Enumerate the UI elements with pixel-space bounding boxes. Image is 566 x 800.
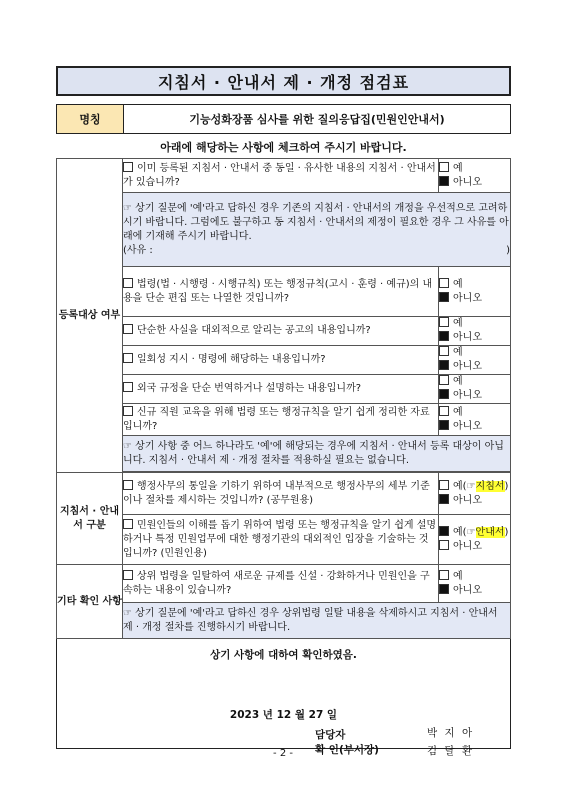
name-row (56, 104, 511, 134)
question-text: 행정사무의 통일을 기하기 위하여 내부적으로 행정사무의 세부 기준이나 절차를 제시하는 것입니까? (공무원용) (123, 473, 439, 515)
staff-name: 박 지 아 (427, 727, 475, 739)
page-number: - 2 - (273, 748, 293, 759)
table-row (57, 159, 511, 193)
checkbox-icon (439, 375, 449, 385)
note-box: ☞ 상기 사항 중 어느 하나라도 '예'에 해당되는 경우에 지침서 · 안내서 등록 대상이 아닙니다. 지침서 · 안내서 제 · 개정 절차를 적용하실 필요는 없습니다. (123, 436, 511, 472)
question-text: 외국 규정을 단순 번역하거나 설명하는 내용입니까? (123, 375, 439, 404)
answer-cell (439, 267, 511, 317)
role-manager: 확 인(부서장) (315, 744, 379, 756)
answer-yes[interactable]: 예 (439, 278, 510, 292)
table-row (57, 267, 511, 317)
checkbox-icon (123, 382, 133, 392)
answer-yes[interactable]: 예 (439, 162, 510, 176)
checkbox-icon (439, 540, 449, 550)
checkbox-icon (439, 162, 449, 172)
checkbox-icon (439, 360, 449, 370)
answer-no[interactable]: 아니오 (439, 494, 510, 508)
note-box: ☞ 상기 질문에 '예'라고 답하신 경우 상위법령 일탈 내용을 삭제하시고 지침서 · 안내서 제 · 개정 절차를 진행하시기 바랍니다. (123, 603, 511, 639)
answer-no[interactable]: 아니오 (439, 584, 510, 598)
answer-no[interactable]: 아니오 (439, 176, 510, 190)
table-row (57, 473, 511, 515)
confirmation-footer (56, 639, 511, 757)
answer-no[interactable]: 아니오 (439, 389, 510, 403)
checkbox-icon (123, 570, 133, 580)
answer-cell (439, 515, 511, 565)
manager-name: 김 달 환 (427, 745, 475, 757)
checkbox-icon (439, 389, 449, 399)
checkbox-icon (123, 480, 133, 490)
answer-yes[interactable]: 예 (439, 317, 510, 331)
answer-yes[interactable]: 예 (439, 570, 510, 584)
answer-cell (439, 404, 511, 436)
answer-yes[interactable]: 예 (439, 406, 510, 420)
answer-cell (439, 346, 511, 375)
checkbox-icon (439, 331, 449, 341)
question-text: 이미 등록된 지침서 · 안내서 중 동일 · 유사한 내용의 지침서 · 안내서가 있습니까? (123, 159, 439, 193)
instruction-text: 아래에 해당하는 사항에 체크하여 주시기 바랍니다. (160, 141, 407, 154)
confirmation-text: 상기 사항에 대하여 확인하였음. (210, 649, 357, 661)
page-title: 지침서 · 안내서 제 · 개정 점검표 (56, 66, 511, 96)
section-label-registration: 등록대상 여부 (57, 159, 123, 473)
question-text: 일회성 지시 · 명령에 해당하는 내용입니까? (123, 346, 439, 375)
answer-cell (439, 317, 511, 346)
answer-cell (439, 159, 511, 193)
answer-yes[interactable]: 예(☞지침서) (439, 480, 510, 494)
answer-cell (439, 565, 511, 603)
checkbox-icon (123, 353, 133, 363)
section-label-classification: 지침서 · 안내서 구분 (57, 473, 123, 565)
checkbox-icon (439, 278, 449, 288)
checkbox-icon (123, 406, 133, 416)
table-row (57, 193, 511, 267)
answer-no[interactable]: 아니오 (439, 331, 510, 345)
answer-no[interactable]: 아니오 (439, 360, 510, 374)
table-row (57, 346, 511, 375)
question-text: 민원인들의 이해를 돕기 위하여 법령 또는 행정규칙을 알기 쉽게 설명하거나 특정 민원업무에 대한 행정기관의 대외적인 입장을 기술하는 것입니까? (민원인용) (123, 515, 439, 565)
note-box: ☞ 상기 질문에 '예'라고 답하신 경우 기존의 지침서 · 안내서의 개정을 우선적으로 고려하시기 바랍니다. 그럼에도 불구하고 동 지침서 · 안내서의 제정이 필요한 경우 그 사유를 아래에 기재해 주시기 바랍니다. (사유 : ) (123, 193, 511, 267)
checkbox-icon (439, 176, 449, 186)
role-staff: 담당자 (315, 729, 346, 741)
checkbox-icon (439, 317, 449, 327)
answer-cell (439, 473, 511, 515)
section-label-other: 기타 확인 사항 (57, 565, 123, 639)
confirmation-date: 2023 년 12 월 27 일 (229, 709, 338, 721)
answer-yes[interactable]: 예(☞안내서) (439, 526, 510, 540)
table-row (57, 436, 511, 472)
pointing-hand-icon: ☞ (123, 607, 132, 619)
table-row (57, 515, 511, 565)
checklist-table (56, 158, 511, 639)
question-text: 법령(법 · 시행령 · 시행규칙) 또는 행정규칙(고시 · 훈령 · 예규)의 내용을 단순 편집 또는 나열한 것입니까? (123, 267, 439, 317)
answer-yes[interactable]: 예 (439, 375, 510, 389)
checkbox-icon (439, 292, 449, 302)
checkbox-icon (439, 494, 449, 504)
name-label: 명칭 (57, 105, 124, 133)
checkbox-icon (439, 406, 449, 416)
name-value: 기능성화장품 심사를 위한 질의응답집(민원인안내서) (189, 113, 445, 126)
pointing-hand-icon: ☞ (123, 440, 132, 452)
checkbox-icon (123, 519, 133, 529)
checkbox-icon (123, 278, 133, 288)
table-row (57, 404, 511, 436)
checkbox-icon (439, 526, 449, 536)
checklist-page (56, 66, 511, 757)
question-text: 상위 법령을 일탈하여 새로운 규제를 신설 · 강화하거나 민원인을 구속하는 내용이 있습니까? (123, 565, 439, 603)
checkbox-icon (123, 162, 133, 172)
table-row (57, 565, 511, 603)
answer-cell (439, 375, 511, 404)
checkbox-icon (439, 480, 449, 490)
answer-no[interactable]: 아니오 (439, 540, 510, 554)
checkbox-icon (439, 570, 449, 580)
answer-no[interactable]: 아니오 (439, 292, 510, 306)
checkbox-icon (439, 346, 449, 356)
table-row (57, 603, 511, 639)
checkbox-icon (123, 324, 133, 334)
pointing-hand-icon: ☞ (123, 202, 132, 214)
question-text: 단순한 사실을 대외적으로 알리는 공고의 내용입니까? (123, 317, 439, 346)
answer-no[interactable]: 아니오 (439, 420, 510, 434)
answer-yes[interactable]: 예 (439, 346, 510, 360)
checkbox-icon (439, 584, 449, 594)
question-text: 신규 직원 교육을 위해 법령 또는 행정규칙을 알기 쉽게 정리한 자료입니까? (123, 404, 439, 436)
checkbox-icon (439, 420, 449, 430)
table-row (57, 317, 511, 346)
table-row (57, 375, 511, 404)
